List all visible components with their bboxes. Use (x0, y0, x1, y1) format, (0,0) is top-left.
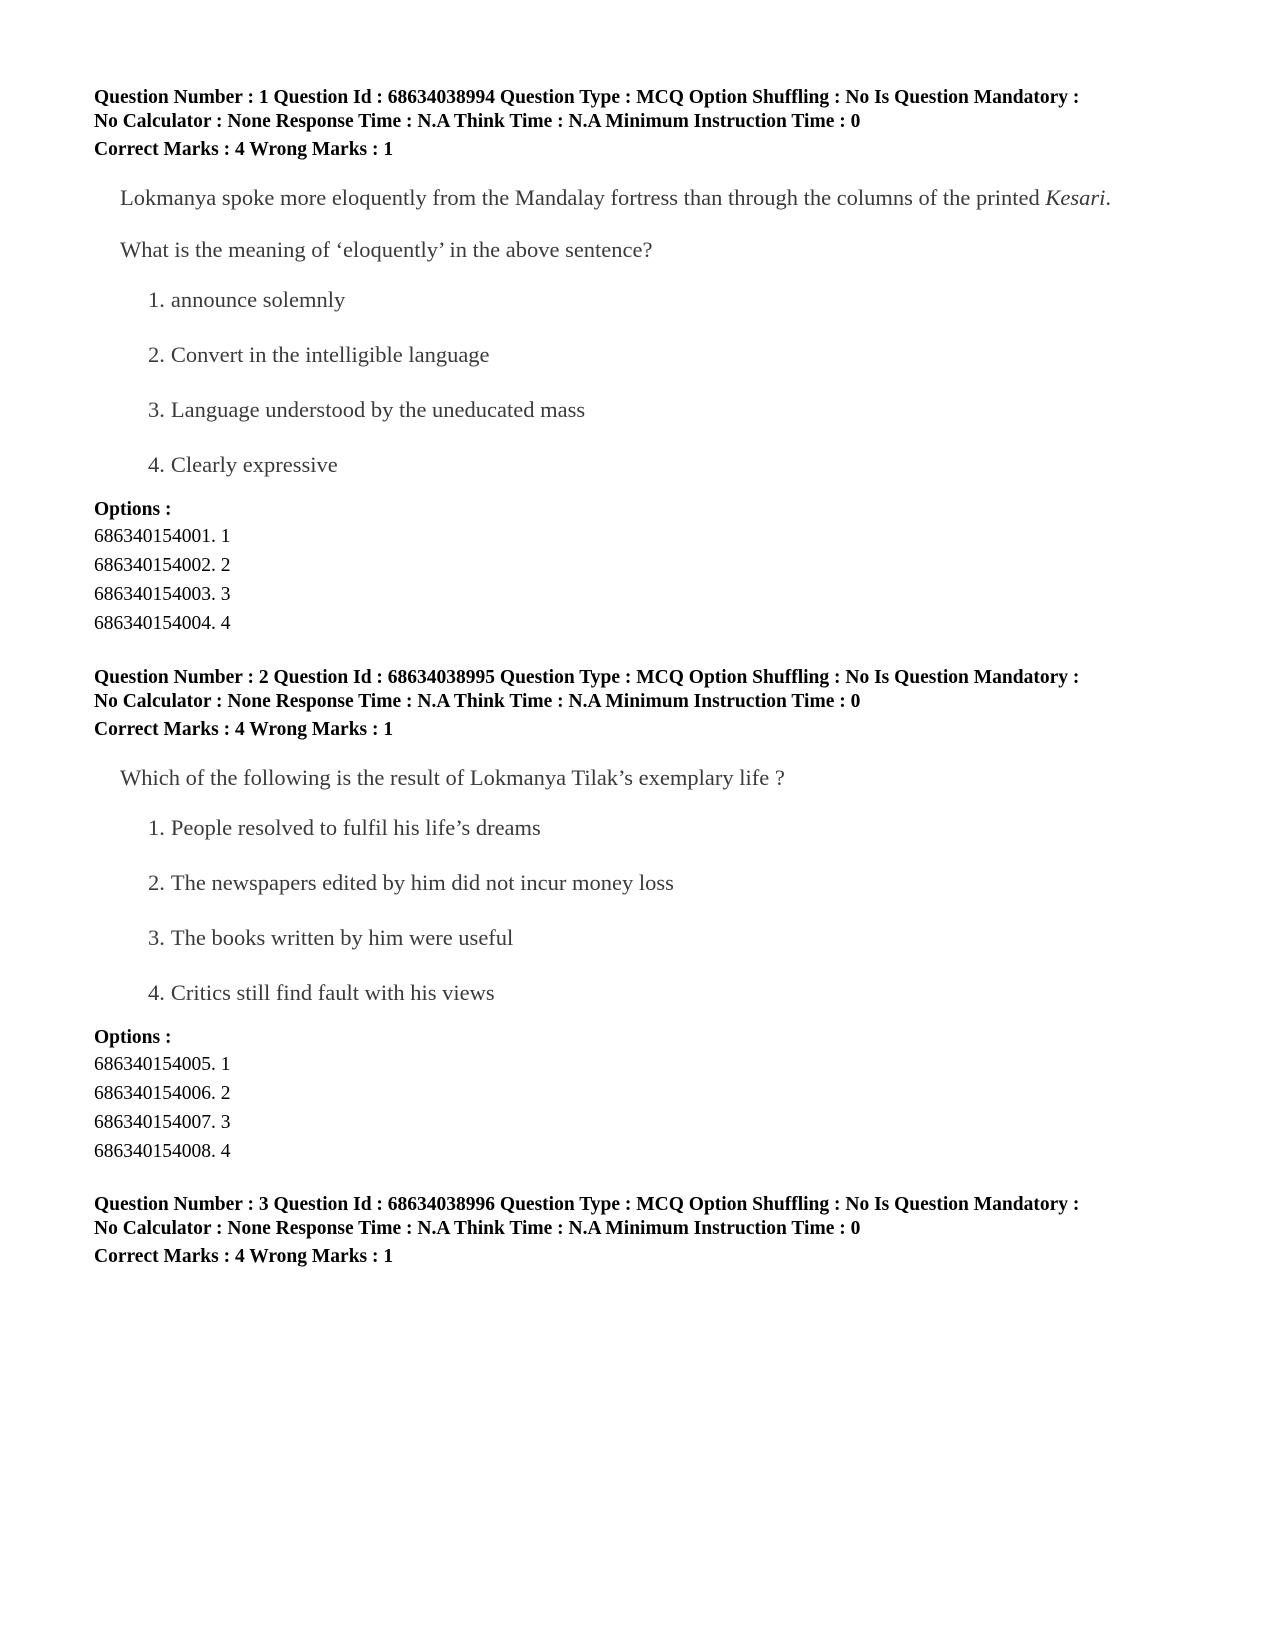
option-item: 686340154006. 2 (94, 1083, 231, 1104)
option-item: 686340154005. 1 (94, 1054, 231, 1075)
stem-sentence (120, 184, 1234, 212)
choice-number: 1. (148, 287, 165, 312)
question-stem (120, 184, 1234, 264)
choice-number: 4. (148, 452, 165, 477)
choice-item (148, 979, 1234, 1023)
option-item: 686340154003. 3 (94, 584, 231, 605)
choice-text: Critics still find fault with his views (170, 980, 495, 1005)
question-2 (94, 666, 1234, 1166)
choice-text: The newspapers edited by him did not incur money loss (170, 870, 674, 895)
options-list (94, 522, 1234, 638)
question-header-line2: No Calculator : None Response Time : N.A Think Time : N.A Minimum Instruction Time : 0 (94, 111, 861, 132)
choice-item (148, 869, 1234, 924)
options-label: Options : (94, 499, 172, 520)
choice-number: 2. (148, 342, 165, 367)
choice-text: Language understood by the uneducated mass (170, 397, 586, 422)
question-3 (94, 1193, 1234, 1269)
question-marks: Correct Marks : 4 Wrong Marks : 1 (94, 1246, 394, 1267)
question-stem (120, 764, 1234, 792)
option-item: 686340154001. 1 (94, 526, 231, 547)
option-item: 686340154004. 4 (94, 613, 231, 634)
question-marks: Correct Marks : 4 Wrong Marks : 1 (94, 719, 394, 740)
choice-text: People resolved to fulfil his life’s dreams (170, 815, 541, 840)
option-item: 686340154008. 4 (94, 1141, 231, 1162)
question-header-line1: Question Number : 3 Question Id : 68634038996 Question Type : MCQ Option Shuffling : No Is Question Mandatory : (94, 1194, 1080, 1215)
question-header-line2: No Calculator : None Response Time : N.A Think Time : N.A Minimum Instruction Time : 0 (94, 1218, 861, 1239)
choice-list (148, 286, 1234, 495)
choice-number: 3. (148, 397, 165, 422)
choice-number: 1. (148, 815, 165, 840)
question-header-line2: No Calculator : None Response Time : N.A Think Time : N.A Minimum Instruction Time : 0 (94, 691, 861, 712)
choice-text: The books written by him were useful (170, 925, 514, 950)
option-item: 686340154007. 3 (94, 1112, 231, 1133)
choice-text: Clearly expressive (170, 452, 338, 477)
question-1 (94, 86, 1234, 638)
options-label: Options : (94, 1027, 172, 1048)
stem-prompt: Which of the following is the result of Lokmanya Tilak’s exemplary life ? (120, 765, 785, 790)
choice-item (148, 451, 1234, 495)
choice-text: announce solemnly (170, 287, 346, 312)
choice-item (148, 924, 1234, 979)
stem-lead: Lokmanya spoke more eloquently from the Mandalay fortress than through the columns of the printed (120, 185, 1046, 210)
options-list (94, 1050, 1234, 1166)
choice-item (148, 341, 1234, 396)
option-item: 686340154002. 2 (94, 555, 231, 576)
choice-number: 4. (148, 980, 165, 1005)
stem-tail: . (1105, 185, 1112, 210)
stem-italic: Kesari (1045, 185, 1106, 210)
choice-number: 3. (148, 925, 165, 950)
question-header-line1: Question Number : 1 Question Id : 68634038994 Question Type : MCQ Option Shuffling : No Is Question Mandatory : (94, 87, 1080, 108)
choice-item (148, 396, 1234, 451)
question-header-line1: Question Number : 2 Question Id : 68634038995 Question Type : MCQ Option Shuffling : No Is Question Mandatory : (94, 667, 1080, 688)
choice-item (148, 814, 1234, 869)
choice-item (148, 286, 1234, 341)
choice-number: 2. (148, 870, 165, 895)
question-marks: Correct Marks : 4 Wrong Marks : 1 (94, 139, 394, 160)
choice-text: Convert in the intelligible language (170, 342, 490, 367)
stem-prompt: What is the meaning of ‘eloquently’ in the above sentence? (120, 237, 653, 262)
choice-list (148, 814, 1234, 1023)
